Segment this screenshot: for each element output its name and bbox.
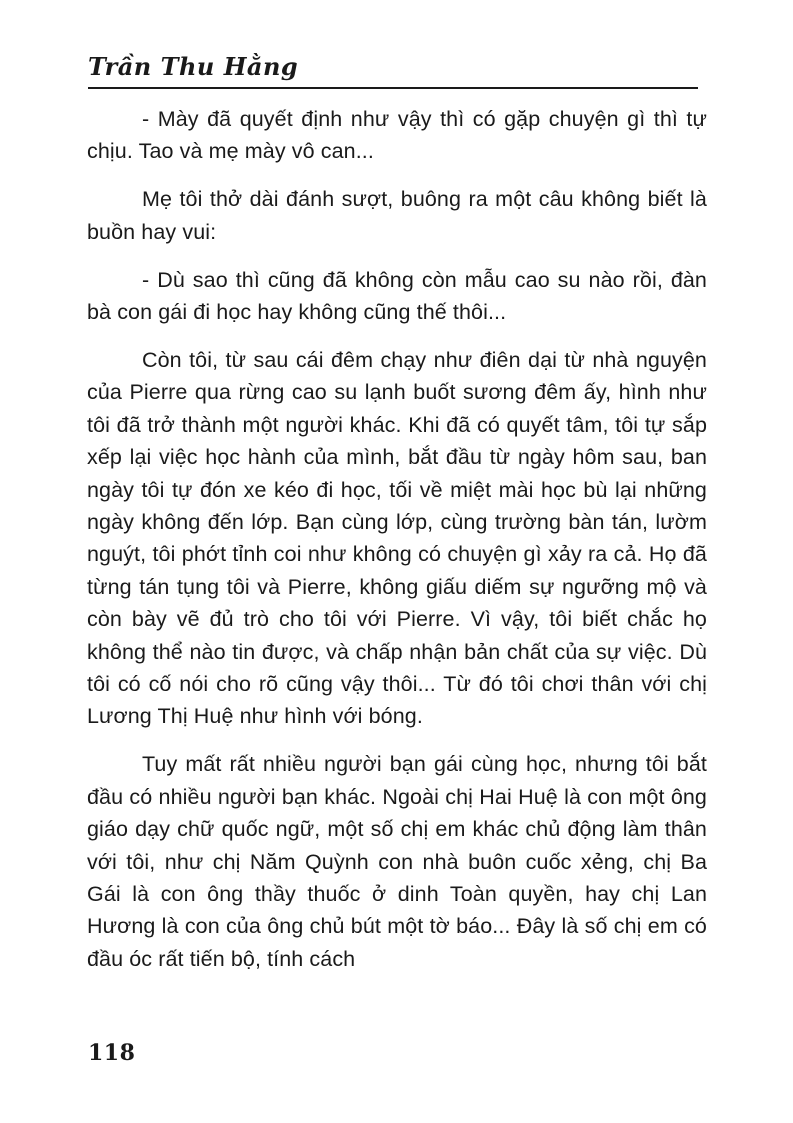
- paragraph-2: Mẹ tôi thở dài đánh sượt, buông ra một câu không biết là buồn hay vui:: [87, 187, 707, 244]
- paragraph-4: Còn tôi, từ sau cái đêm chạy như điên dại từ nhà nguyện của Pierre qua rừng cao su lạnh buốt sương đêm ấy, hình như tôi đã trở thành một người khác. Khi đã có quyết tâm, tôi tự sắp xếp lại việc học hành của mình, bắt đầu từ ngày hôm sau, ban ngày tôi tự đón xe kéo đi học, tối về miệt mài học bù lại những ngày không đến lớp. Bạn cùng lớp, cùng trường bàn tán, lườm nguýt, tôi phớt tỉnh coi như không có chuyện gì xảy ra cả. Họ đã từng tán tụng tôi và Pierre, không giấu diếm sự ngưỡng mộ và còn bày vẽ đủ trò cho tôi với Pierre. Vì vậy, tôi biết chắc họ không thể nào tin được, và chấp nhận bản chất của sự việc. Dù tôi có cố nói cho rõ cũng vậy thôi... Từ đó tôi chơi thân với chị Lương Thị Huệ như hình với bóng.: [87, 347, 707, 729]
- running-header: [88, 52, 698, 94]
- header-author: Trần Thu Hằng: [88, 52, 299, 81]
- header-rule: [88, 87, 698, 89]
- paragraph-1: - Mày đã quyết định như vậy thì có gặp chuyện gì thì tự chịu. Tao và mẹ mày vô can...: [87, 107, 707, 164]
- paragraph-5: Tuy mất rất nhiều người bạn gái cùng học, nhưng tôi bắt đầu có nhiều người bạn khác. Ngoài chị Hai Huệ là con một ông giáo dạy chữ quốc ngữ, một số chị em khác chủ động làm thân với tôi, như chị Năm Quỳnh con nhà buôn cuốc xẻng, chị Ba Gái là con ông thầy thuốc ở dinh Toàn quyền, hay chị Lan Hương là con của ông chủ bút một tờ báo... Đây là số chị em có đầu óc rất tiến bộ, tính cách: [87, 752, 707, 971]
- paragraph-3: - Dù sao thì cũng đã không còn mẫu cao su nào rồi, đàn bà con gái đi học hay không cũng thế thôi...: [87, 267, 707, 325]
- page-number: 118: [88, 1040, 136, 1066]
- body-text: [87, 103, 707, 975]
